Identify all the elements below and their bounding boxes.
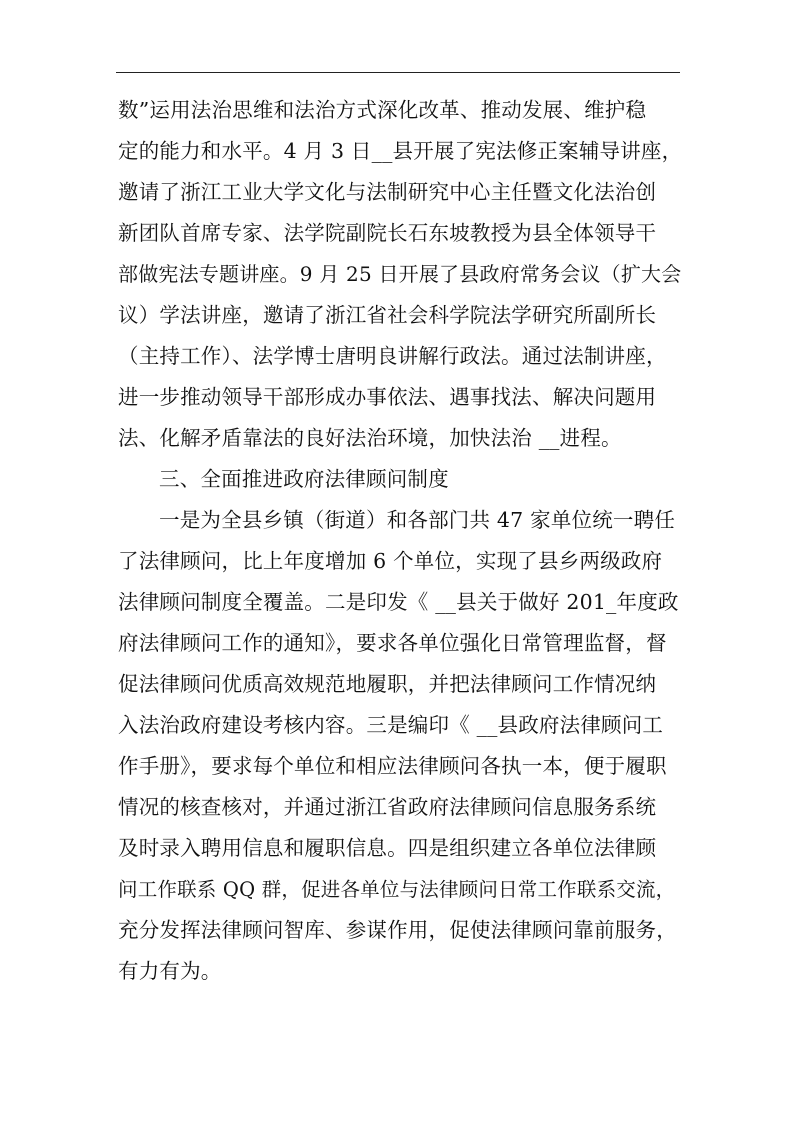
text-line: 进一步推动领导干部形成办事依法、遇事找法、解决问题用 (118, 385, 657, 409)
text-line: 情况的核查核对，并通过浙江省政府法律顾问信息服务系统 (118, 795, 657, 819)
text-line: 一是为全县乡镇（街道）和各部门共 47 家单位统一聘任 (159, 508, 676, 532)
text-line: 充分发挥法律顾问智库、参谋作用，促使法律顾问靠前服务， (118, 918, 677, 942)
header-rule (116, 72, 680, 73)
text-line: 促法律顾问优质高效规范地履职，并把法律顾问工作情况纳 (118, 672, 657, 696)
text-line: 入法治政府建设考核内容。三是编印《 __县政府法律顾问工 (118, 713, 664, 737)
text-line: 作手册》，要求每个单位和相应法律顾问各执一本，便于履职 (118, 754, 667, 778)
text-line: 部做宪法专题讲座。9 月 25 日开展了县政府常务会议（扩大会 (118, 262, 682, 286)
text-line: 有力有为。 (118, 959, 222, 983)
text-line: 邀请了浙江工业大学文化与法制研究中心主任暨文化法治创 (118, 180, 657, 204)
text-line: 府法律顾问工作的通知》，要求各单位强化日常管理监督，督 (118, 631, 667, 655)
text-line: 法、化解矛盾靠法的良好法治环境，加快法治 __进程。 (118, 426, 622, 450)
text-line: 定的能力和水平。4 月 3 日__县开展了宪法修正案辅导讲座， (118, 139, 683, 163)
text-line: 及时录入聘用信息和履职信息。四是组织建立各单位法律顾 (118, 836, 657, 860)
text-line: 法律顾问制度全覆盖。二是印发《 __县关于做好 201_年度政 (118, 590, 679, 614)
document-body (118, 90, 684, 992)
text-line: 问工作联系 QQ 群，促进各单位与法律顾问日常工作联系交流， (118, 878, 676, 901)
text-line: 新团队首席专家、法学院副院长石东坡教授为县全体领导干 (118, 221, 657, 245)
text-line: 数”运用法治思维和法治方式深化改革、推动发展、维护稳 (118, 98, 647, 122)
section-heading: 三、全面推进政府法律顾问制度 (159, 467, 449, 491)
text-line: 了法律顾问，比上年度增加 6 个单位，实现了县乡两级政府 (118, 549, 663, 573)
text-line: 议）学法讲座，邀请了浙江省社会科学院法学研究所副所长 (118, 303, 657, 327)
text-line: （主持工作）、法学博士唐明良讲解行政法。通过法制讲座， (118, 344, 667, 368)
